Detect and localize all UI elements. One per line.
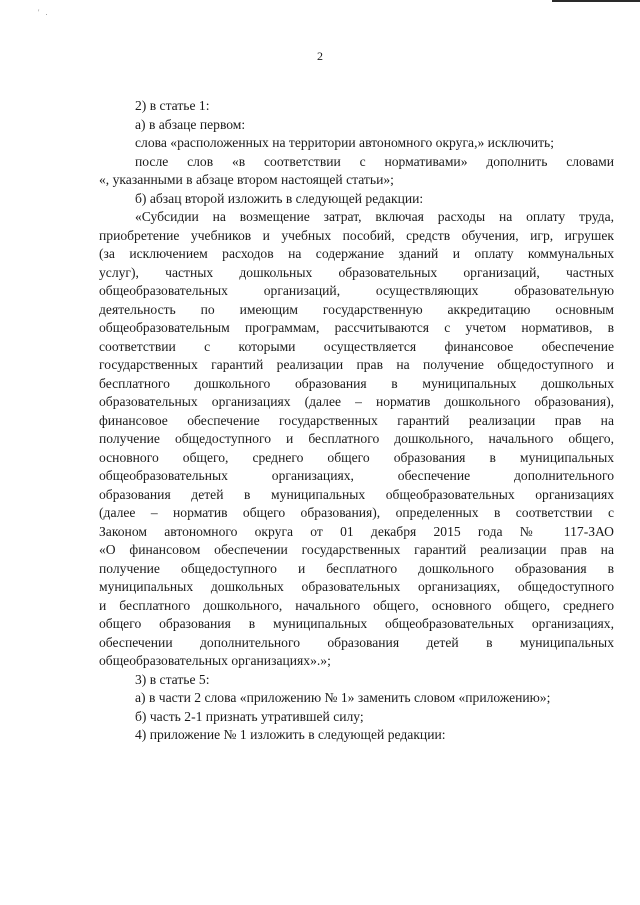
text-line: (за исключением расходов на содержание зданий и оплату коммунальных	[99, 246, 614, 261]
text-line: б) часть 2-1 признать утратившей силу;	[135, 708, 364, 724]
text-line: общего образования в муниципальных общеобразовательных организациях,	[99, 616, 614, 631]
scan-mark: ' .	[38, 8, 50, 17]
text-line: муниципальных дошкольных образовательных организациях, общедоступного	[99, 579, 614, 594]
text-line: соответствии с которыми осуществляется финансовое обеспечение	[99, 338, 614, 354]
text-line: общеобразовательных организациях, обеспечение дополнительного	[99, 468, 614, 483]
text-line: обеспечении дополнительного образования детей в муниципальных	[99, 634, 614, 650]
text-line: 2) в статье 1:	[135, 98, 210, 113]
text-line: 3) в статье 5:	[135, 671, 210, 687]
text-line: «, указанными в абзаце втором настоящей статьи»;	[99, 172, 394, 187]
text-line: «О финансовом обеспечении государственных гарантий реализации прав на	[99, 542, 614, 557]
text-line: бесплатного дошкольного образования в муниципальных дошкольных	[99, 375, 614, 391]
text-line: 4) приложение № 1 изложить в следующей редакции:	[135, 727, 446, 742]
text-line: после слов «в соответствии с нормативами» дополнить словами	[135, 153, 614, 169]
text-line: образования детей в муниципальных общеобразовательных организациях	[99, 486, 614, 502]
text-line: а) в части 2 слова «приложению № 1» заменить словом «приложению»;	[135, 690, 551, 705]
text-line: слова «расположенных на территории автономного округа,» исключить;	[135, 135, 555, 150]
text-line: получение общедоступного и бесплатного дошкольного, начального общего,	[99, 431, 614, 446]
text-line: приобретение учебников и учебных пособий, средств обучения, игр, игрушек	[99, 227, 614, 243]
text-line: государственных гарантий реализации прав на получение общедоступного и	[99, 357, 614, 372]
text-line: общеобразовательным программам, рассчитываются с учетом нормативов, в	[99, 320, 614, 335]
text-line: а) в абзаце первом:	[135, 116, 246, 132]
text-line: услуг), частных дошкольных образовательных организаций, частных	[99, 264, 614, 280]
text-line: «Субсидии на возмещение затрат, включая расходы на оплату труда,	[135, 209, 614, 224]
page-number: 2	[317, 49, 323, 63]
text-line: общеобразовательных организациях».»;	[99, 653, 331, 668]
text-line: общеобразовательных организаций, осуществляющих образовательную	[99, 283, 614, 298]
text-line: деятельность по имеющим государственную аккредитацию основным	[99, 301, 614, 317]
text-line: основного общего, среднего общего образования в муниципальных	[99, 449, 614, 465]
text-line: финансовое обеспечение государственных гарантий реализации прав на	[99, 412, 614, 428]
text-line: образовательных организациях (далее – норматив дошкольного образования),	[99, 394, 614, 409]
text-line: б) абзац второй изложить в следующей редакции:	[135, 190, 424, 206]
text-line: Законом автономного округа от 01 декабря 2015 года № 117-ЗАО	[99, 523, 614, 539]
document-body	[99, 97, 614, 745]
text-line: (далее – норматив общего образования), определенных в соответствии с	[99, 505, 614, 520]
text-line: получение общедоступного и бесплатного дошкольного образования в	[99, 560, 614, 576]
text-line: и бесплатного дошкольного, начального общего, основного общего, среднего	[99, 597, 614, 613]
scan-edge-line	[552, 0, 640, 2]
